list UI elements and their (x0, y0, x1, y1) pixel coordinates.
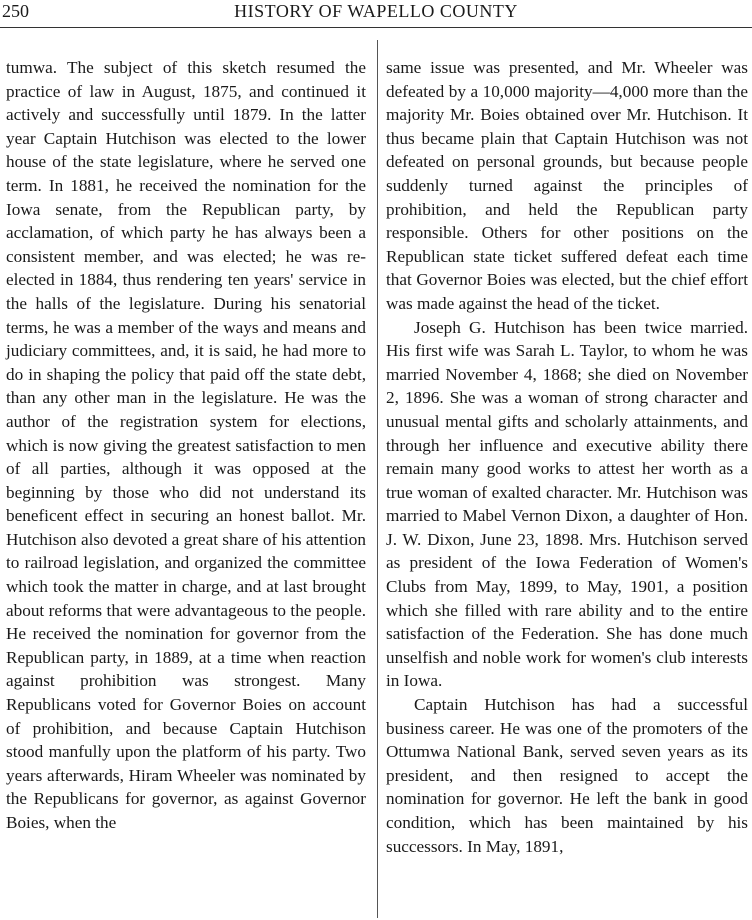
paragraph: Joseph G. Hutchison has been twice married. His first wife was Sarah L. Taylor, to whom he was married November 4, 1868; she died on November 2, 1896. She was a woman of strong character and unusual mental gifts and scholarly attainments, and through her influence and executive ability there remain many good works to attest her worth as a true woman of exalted character. Mr. Hutchison was married to Mabel Vernon Dixon, a daughter of Hon. J. W. Dixon, June 23, 1898. Mrs. Hutchison served as president of the Iowa Federation of Women's Clubs from May, 1899, to May, 1901, a position which she filled with rare ability and to the entire satisfaction of the Federation. She has done much unselfish and noble work for women's club interests in Iowa. (386, 317, 748, 691)
right-column (386, 56, 748, 858)
paragraph: Captain Hutchison has had a successful business career. He was one of the promoters of the Ottumwa National Bank, served seven years as its president, and then resigned to accept the nomination for governor. He left the bank in good condition, which has been maintained by his successors. In May, 1891, (386, 695, 748, 856)
paragraph: same issue was presented, and Mr. Wheeler was defeated by a 10,000 majority—4,000 more than the majority Mr. Boies obtained over Mr. Hutchison. It thus became plain that Captain Hutchison was not defeated on personal grounds, but because people suddenly turned against the principles of prohibition, and held the Republican party responsible. Others for other positions on the Republican state ticket suffered defeat each time that Governor Boies was elected, but the chief effort was made against the head of the ticket. (386, 58, 748, 313)
paragraph: tumwa. The subject of this sketch resumed the practice of law in August, 1875, and continued it actively and successfully until 1879. In the latter year Captain Hutchison was elected to the lower house of the state legislature, where he served one term. In 1881, he received the nomination for the Iowa senate, from the Republican party, by acclamation, of which party he has always been a consistent member, and was elected; he was re-elected in 1884, thus rendering ten years' service in the halls of the legislature. During his senatorial terms, he was a member of the ways and means and judiciary committees, and, it is said, he had more to do in shaping the policy that paid off the state debt, than any other man in the legislature. He was the author of the registration system for elections, which is now giving the greatest satisfaction to men of all parties, although it was opposed at the beginning by those who did not understand its beneficent effect in securing an honest ballot. Mr. Hutchison also devoted a great share of his attention to railroad legislation, and organized the committee which took the matter in charge, and at last brought about reforms that were advantageous to the people. He received the nomination for governor from the Republican party, in 1889, at a time when reaction against prohibition was strongest. Many Republicans voted for Governor Boies on account of prohibition, and because Captain Hutchison stood manfully upon the platform of his party. Two years afterwards, Hiram Wheeler was nominated by the Republicans for governor, as against Governor Boies, when the (6, 58, 366, 832)
left-column (6, 56, 366, 835)
running-title: HISTORY OF WAPELLO COUNTY (234, 1, 518, 21)
column-divider (377, 40, 378, 918)
header-rule (0, 27, 752, 28)
page-header (0, 0, 752, 30)
page-number: 250 (2, 1, 29, 21)
